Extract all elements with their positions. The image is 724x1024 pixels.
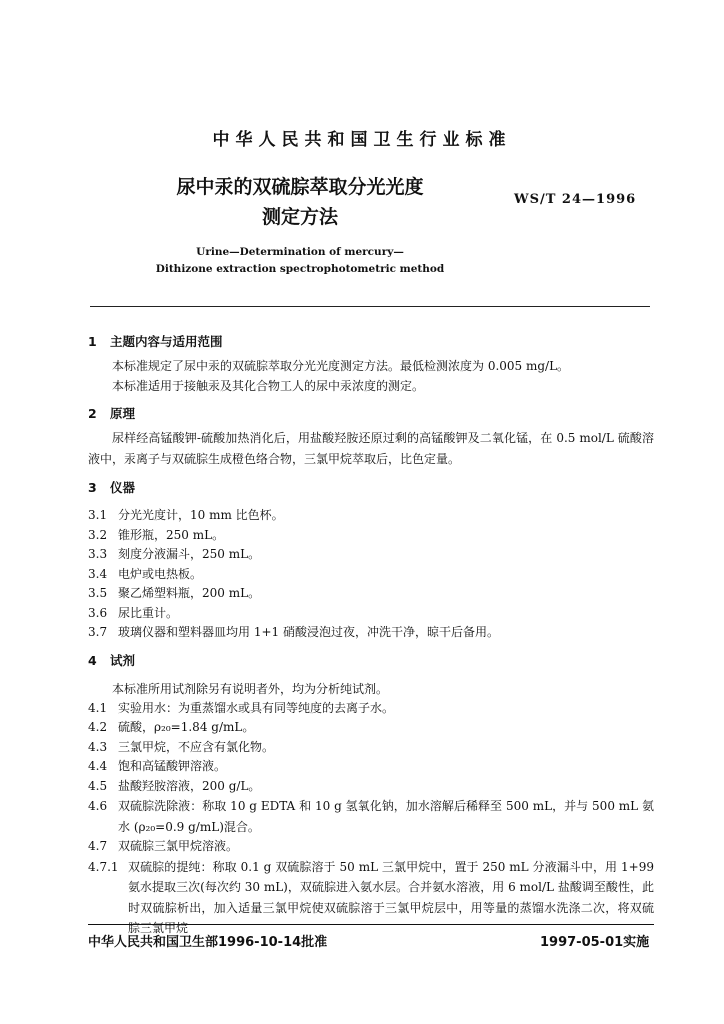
item-text: 尿比重计。 — [118, 605, 179, 620]
title-line-2: 测定方法 — [261, 206, 338, 228]
item-number: 4.7 — [88, 839, 108, 853]
list-item — [88, 857, 654, 939]
item-text: 三氯甲烷，不应含有氯化物。 — [118, 739, 275, 754]
section-1-paragraph-2: 本标准适用于接触汞及其化合物工人的尿中汞浓度的测定。 — [112, 379, 425, 393]
section-number: 3 — [88, 480, 97, 495]
item-text: 硫酸，ρ₂₀=1.84 g/mL。 — [118, 720, 255, 734]
item-text: 玻璃仪器和塑料器皿均用 1+1 硝酸浸泡过夜，冲洗干净，晾干后备用。 — [118, 625, 499, 639]
standard-number: WS/T 24—1996 — [514, 192, 637, 207]
item-number: 3.2 — [88, 527, 108, 542]
approval-info: 中华人民共和国卫生部1996-10-14批准 — [88, 935, 328, 950]
document-body — [88, 331, 654, 939]
list-item — [88, 623, 654, 643]
item-text: 聚乙烯塑料瓶，200 mL。 — [118, 586, 261, 600]
section-title: 原理 — [110, 406, 136, 421]
item-text: 双硫腙三氯甲烷溶液。 — [118, 839, 239, 853]
section-number: 2 — [88, 406, 97, 421]
item-number: 3.4 — [88, 566, 108, 581]
footer-divider — [88, 924, 654, 925]
item-number: 4.5 — [88, 778, 108, 793]
list-item — [88, 604, 654, 624]
item-number: 4.6 — [88, 799, 108, 813]
english-title-line-1: Urine—Determination of mercury— — [196, 246, 404, 258]
section-title: 主题内容与适用范围 — [110, 334, 223, 349]
item-text: 饱和高锰酸钾溶液。 — [118, 759, 227, 773]
list-item — [88, 699, 654, 719]
list-item — [88, 506, 654, 526]
section-1-heading — [88, 331, 654, 353]
item-number: 3.6 — [88, 605, 108, 620]
header-divider — [90, 306, 650, 307]
list-item — [88, 738, 654, 758]
item-text: 刻度分液漏斗，250 mL。 — [118, 547, 261, 561]
list-item — [88, 777, 654, 797]
section-title: 试剂 — [110, 652, 136, 668]
item-number: 4.4 — [88, 759, 108, 773]
item-text: 电炉或电热板。 — [118, 566, 203, 581]
item-number: 3.3 — [88, 547, 108, 561]
list-item — [88, 584, 654, 604]
list-item — [88, 565, 654, 585]
issuing-body-header: 中华人民共和国卫生行业标准 — [212, 130, 512, 150]
title-line-1: 尿中汞的双硫腙萃取分光光度 — [176, 176, 424, 198]
item-number: 4.1 — [88, 700, 108, 715]
list-item — [88, 837, 654, 857]
item-number: 3.1 — [88, 508, 108, 522]
list-item — [88, 757, 654, 777]
english-title — [100, 244, 500, 278]
item-text: 双硫腙的提纯：称取 0.1 g 双硫腙溶于 50 mL 三氯甲烷中，置于 250 mL 分液漏斗中，用 1+99 氨水提取三次(每次约 30 mL)，双硫腙进入氨水层。合并氨水溶液，用 6 mol/L 盐酸调至酸性，此时双硫腙析出，加入适量三氯甲烷使双硫腙溶于三氯甲烷层中，用等量的蒸馏水洗涤二次，将双硫腙三氯甲烷 — [128, 859, 654, 935]
section-2-paragraph: 尿样经高锰酸钾-硫酸加热消化后，用盐酸羟胺还原过剩的高锰酸钾及二氧化锰，在 0.5 mol/L 硫酸溶液中，汞离子与双硫腙生成橙色络合物，三氯甲烷萃取后，比色定量。 — [88, 431, 654, 466]
item-text: 盐酸羟胺溶液，200 g/L。 — [118, 778, 261, 793]
list-item — [88, 796, 654, 837]
list-item — [88, 718, 654, 738]
item-text: 分光光度计，10 mm 比色杯。 — [118, 508, 284, 522]
english-title-line-2: Dithizone extraction spectrophotometric method — [155, 263, 445, 275]
section-3-heading — [88, 477, 654, 499]
item-number: 4.3 — [88, 739, 108, 754]
item-text: 实验用水：为重蒸馏水或具有同等纯度的去离子水。 — [118, 700, 395, 715]
effective-date: 1997-05-01实施 — [540, 935, 650, 950]
item-number: 3.7 — [88, 625, 108, 639]
section-number: 4 — [88, 652, 97, 668]
section-number: 1 — [88, 334, 97, 349]
item-text: 双硫腙洗除液：称取 10 g EDTA 和 10 g 氢氧化钠，加水溶解后稀释至 500 mL，并与 500 mL 氨水 (ρ₂₀=0.9 g/mL)混合。 — [118, 799, 654, 834]
item-number: 4.7.1 — [88, 859, 119, 874]
item-number: 3.5 — [88, 586, 108, 600]
list-item — [88, 545, 654, 565]
section-1-paragraph-1: 本标准规定了尿中汞的双硫腙萃取分光光度测定方法。最低检测浓度为 0.005 mg/L。 — [112, 359, 570, 373]
section-2-heading — [88, 403, 654, 425]
document-title — [150, 172, 450, 232]
item-number: 4.2 — [88, 720, 108, 734]
item-text: 锥形瓶，250 mL。 — [118, 527, 225, 542]
section-4-heading — [88, 650, 654, 672]
list-item — [88, 526, 654, 546]
section-title: 仪器 — [110, 480, 136, 495]
section-4-intro: 本标准所用试剂除另有说明者外，均为分析纯试剂。 — [112, 681, 389, 696]
